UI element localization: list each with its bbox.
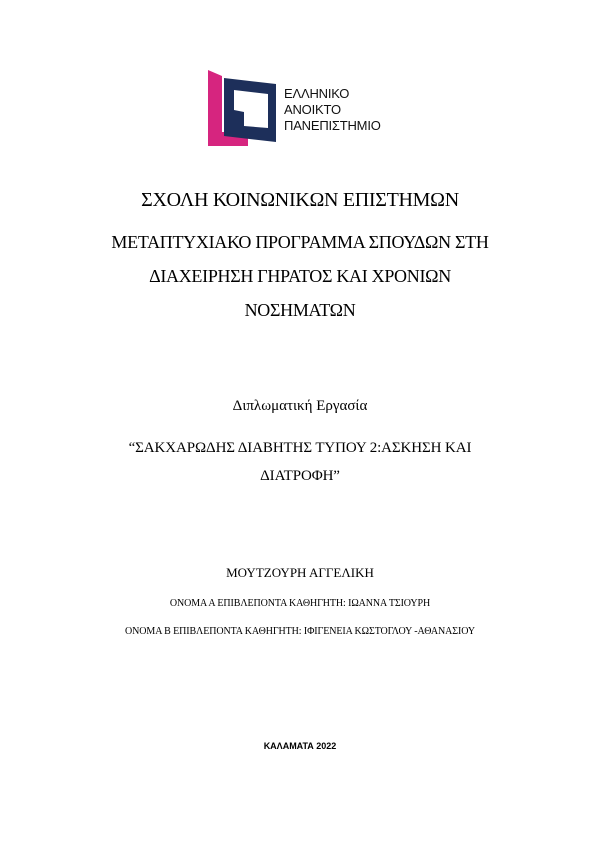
logo-line-2: ΑΝΟΙΚΤΟ bbox=[284, 102, 341, 117]
university-logo bbox=[208, 70, 398, 146]
logo-wordmark bbox=[284, 86, 381, 134]
program-line-3: ΝΟΣΗΜΑΤΩΝ bbox=[244, 300, 356, 320]
university-logo-icon bbox=[208, 70, 280, 146]
program-line-2: ΔΙΑΧΕΙΡΗΣΗ ΓΗΡΑΤΟΣ ΚΑΙ ΧΡΟΝΙΩΝ bbox=[149, 266, 451, 286]
place-year: ΚΑΛΑΜΑΤΑ 2022 bbox=[263, 741, 337, 751]
supervisor-a: ΟΝΟΜΑ Α ΕΠΙΒΛΕΠΟΝΤΑ ΚΑΘΗΓΗΤΗ: ΙΩΑΝΝΑ ΤΣΙΟΥΡΗ bbox=[169, 598, 431, 609]
thesis-title-line-2: ΔΙΑΤΡΟΦΗ” bbox=[260, 468, 340, 484]
supervisor-b: ΟΝΟΜΑ Β ΕΠΙΒΛΕΠΟΝΤΑ ΚΑΘΗΓΗΤΗ: ΙΦΙΓΕΝΕΙΑ ΚΩΣΤΟΓΛΟΥ -ΑΘΑΝΑΣΙΟΥ bbox=[125, 626, 475, 637]
school-name: ΣΧΟΛΗ ΚΟΙΝΩΝΙΚΩΝ ΕΠΙΣΤΗΜΩΝ bbox=[141, 189, 459, 211]
thesis-title-line-1: “ΣΑΚΧΑΡΩΔΗΣ ΔΙΑΒΗΤΗΣ ΤΥΠΟΥ 2:ΑΣΚΗΣΗ ΚΑΙ bbox=[128, 440, 472, 456]
logo-line-3: ΠΑΝΕΠΙΣΤΗΜΙΟ bbox=[284, 118, 381, 133]
logo-line-1: ΕΛΛΗΝΙΚΟ bbox=[284, 86, 350, 101]
author-name: ΜΟΥΤΖΟΥΡΗ ΑΓΓΕΛΙΚΗ bbox=[226, 565, 374, 580]
program-line-1: ΜΕΤΑΠΤΥΧΙΑΚΟ ΠΡΟΓΡΑΜΜΑ ΣΠΟΥΔΩΝ ΣΤΗ bbox=[111, 232, 489, 252]
thesis-type: Διπλωματική Εργασία bbox=[232, 398, 368, 414]
